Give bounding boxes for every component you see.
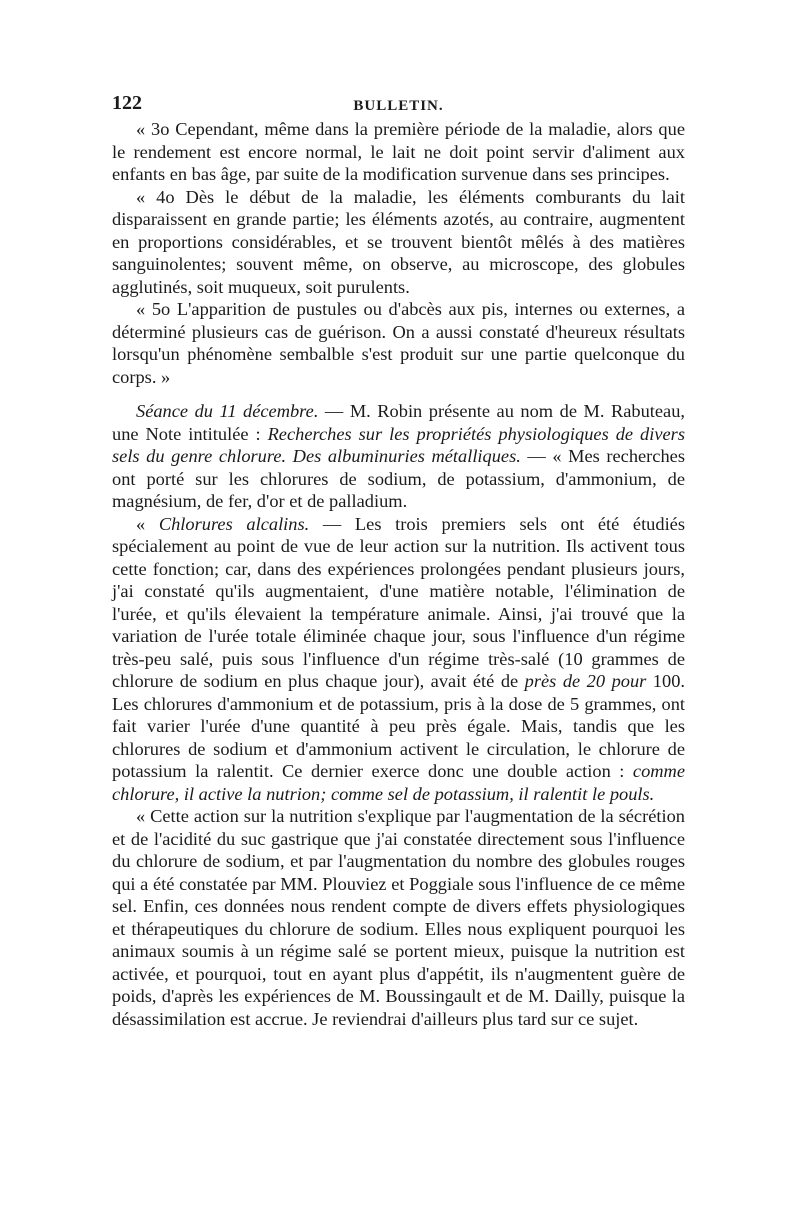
page-header bbox=[112, 92, 685, 118]
subhead-chlorures-alcalins: Chlorures alcalins. bbox=[158, 513, 310, 534]
chlorures-text-part2: 100. Les chlorures d'ammonium et de potassium, pris à la dose de 5 grammes, ont fait varier l'urée d'une quantité à peu près égale. Mais, tandis que les chlorures de sodium et d'ammonium activent le circulation, le chlorure de potassium la ralentit. Ce dernier exerce donc une double action : bbox=[112, 671, 685, 781]
body-text bbox=[112, 118, 685, 1030]
note-title: Recherches sur les propriétés physiologiques de divers sels du genre chlorure. Des albuminuries métalliques. bbox=[112, 423, 685, 466]
running-title: BULLETIN. bbox=[353, 98, 444, 114]
chlorures-text-part1: — Les trois premiers sels ont été étudiés spécialement au point de vue de leur action sur la nutrition. Ils activent tous cette fonction; car, dans des expériences prolongées pendant plusieurs jours, j'ai constaté qu'ils augmentaient, d'une matière notable, l'élimination de l'urée, et qu'ils élevaient la température animale. Ainsi, j'ai trouvé que la variation de l'urée totale éliminée chaque jour, sous l'influence d'un régime très-peu salé, puis sous l'influence d'un régime très-salé (10 grammes de chlorure de sodium en plus chaque jour), avait été de bbox=[112, 513, 685, 691]
nutrition-paragraph: « Cette action sur la nutrition s'explique par l'augmentation de la sécrétion et de l'acidité du suc gastrique que j'ai constatée directement sous l'influence du chlorure de sodium, et par l'augmentation du nombre des globules rouges qui a été constatée par MM. Plouviez et Poggiale sous l'influence de ce même sel. Enfin, ces données nous rendent compte de divers effets physiologiques et thérapeutiques du chlorure de sodium. Elles nous expliquent pourquoi les animaux soumis à un régime salé se portent mieux, puisque la nutrition est activée, et pourquoi, tout en ayant plus d'appétit, ils n'augmentent guère de poids, d'après les expériences de M. Boussingault et de M. Dailly, puisque la désassimilation est accrue. Je reviendrai d'ailleurs plus tard sur ce sujet. bbox=[112, 806, 685, 1029]
page bbox=[112, 92, 685, 1030]
seance-lead-text: — M. Robin présente au nom de M. Rabuteau, une Note intitulée : bbox=[112, 401, 685, 444]
seance-rest-text: — « Mes recherches ont porté sur les chlorures de sodium, de potassium, d'ammonium, de magnésium, de fer, d'or et de palladium. bbox=[112, 446, 685, 511]
chlorures-alcalins-paragraph bbox=[112, 513, 685, 806]
seance-paragraph bbox=[112, 400, 685, 513]
seance-date-label: Séance du 11 décembre. bbox=[136, 401, 319, 421]
quote-open: « bbox=[136, 513, 159, 534]
chlorures-emphasis-2: comme chlorure, il active la nutrion; comme sel de potassium, il ralentit le pouls. bbox=[112, 761, 685, 804]
chlorures-emphasis-1: près de 20 pour bbox=[524, 671, 647, 691]
page-number: 122 bbox=[112, 92, 142, 114]
paragraph-5o: « 5o L'apparition de pustules ou d'abcès aux pis, internes ou externes, a déterminé plusieurs cas de guérison. On a aussi constaté d'heureux résultats lorsqu'un phénomène sembalble s'est produit sur une partie quelconque du corps. » bbox=[112, 299, 685, 387]
paragraph-4o: « 4o Dès le début de la maladie, les éléments comburants du lait disparaissent en grande partie; les éléments azotés, au contraire, augmentent en proportions considérables, et se trouvent bientôt mêlés à des matières sanguinolentes; souvent même, on observe, au microscope, des globules agglutinés, soit muqueux, soit purulents. bbox=[112, 186, 685, 297]
paragraph-3o: « 3o Cependant, même dans la première période de la maladie, alors que le rendement est encore normal, le lait ne doit point servir d'aliment aux enfants en bas âge, par suite de la modification survenue dans ses principes. bbox=[112, 119, 685, 184]
